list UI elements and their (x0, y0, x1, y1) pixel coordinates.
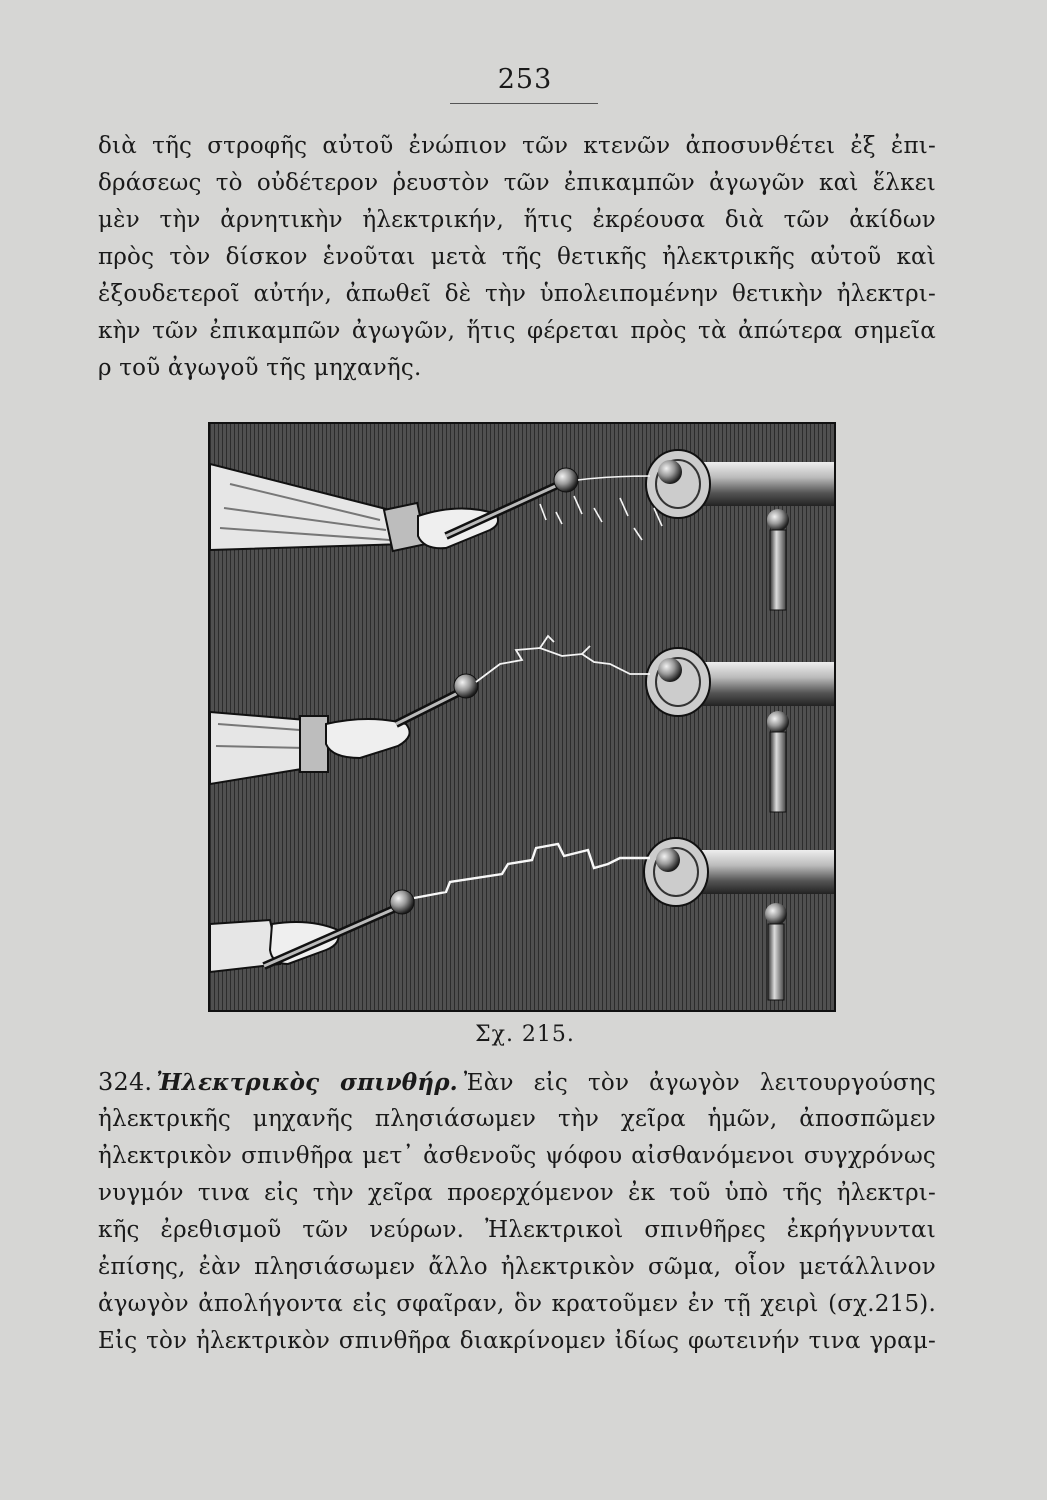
header-rule (450, 103, 598, 104)
top-paragraph (98, 128, 936, 387)
section-title: Ἠλεκτρικὸς σπινθήρ. (156, 1069, 458, 1096)
text-line: δράσεως τὸ οὐδέτερον ῥευστὸν τῶν ἐπικαμπῶν ἀγωγῶν καὶ ἕλκει (98, 170, 936, 196)
text-line: ἐξουδετεροῖ αὐτήν, ἀπωθεῖ δὲ τὴν ὑπολειπομένην θετικὴν ἠλεκτρι- (98, 281, 936, 307)
page-number: 253 (497, 64, 553, 95)
text-line: Εἰς τὸν ἠλεκτρικὸν σπινθῆρα διακρίνομεν ἰδίως φωτεινήν τινα γραμ- (98, 1328, 936, 1354)
text-line: ἠλεκτρικῆς μηχανῆς πλησιάσωμεν τὴν χεῖρα ἡμῶν, ἀποσπῶμεν (98, 1106, 936, 1132)
text-line: διὰ τῆς στροφῆς αὐτοῦ ἐνώπιον τῶν κτενῶν ἀποσυνθέτει ἐξ ἐπι- (98, 133, 936, 159)
section-number: 324. (98, 1068, 153, 1096)
text-line: ἠλεκτρικὸν σπινθῆρα μετ᾽ ἀσθενοῦς ψόφου αἰσθανόμενοι συγχρόνως (98, 1143, 936, 1169)
text-line: ρ τοῦ ἀγωγοῦ τῆς μηχανῆς. (98, 355, 422, 381)
text-line: νυγμόν τινα εἰς τὴν χεῖρα προερχόμενον ἐκ τοῦ ὑπὸ τῆς ἠλεκτρι- (98, 1180, 936, 1206)
figure-caption: Σχ. 215. (475, 1022, 575, 1047)
section-paragraph (98, 1064, 936, 1360)
text-line: ἐπίσης, ἐὰν πλησιάσωμεν ἄλλο ἠλεκτρικὸν σῶμα, οἷον μετάλλινον (98, 1254, 936, 1280)
spark-illustration (210, 424, 834, 1010)
section-first-line (98, 1064, 936, 1101)
text-line: κὴν τῶν ἐπικαμπῶν ἀγωγῶν, ἥτις φέρεται πρὸς τὰ ἀπώτερα σημεῖα (98, 318, 936, 344)
engraving-figure (208, 422, 836, 1012)
text-line: πρὸς τὸν δίσκον ἑνοῦται μετὰ τῆς θετικῆς ἠλεκτρικῆς αὐτοῦ καὶ (98, 244, 936, 270)
text-line: Ἐὰν εἰς τὸν ἀγωγὸν λειτουργούσης (463, 1070, 936, 1096)
text-line: μὲν τὴν ἀρνητικὴν ἠλεκτρικήν, ἥτις ἐκρέουσα διὰ τῶν ἀκίδων (98, 207, 936, 233)
text-line: ἀγωγὸν ἀπολήγοντα εἰς σφαῖραν, ὃν κρατοῦμεν ἐν τῇ χειρὶ (σχ.215). (98, 1291, 936, 1317)
text-line: κῆς ἐρεθισμοῦ τῶν νεύρων. Ἠλεκτρικοὶ σπινθῆρες ἐκρήγνυνται (98, 1217, 936, 1243)
